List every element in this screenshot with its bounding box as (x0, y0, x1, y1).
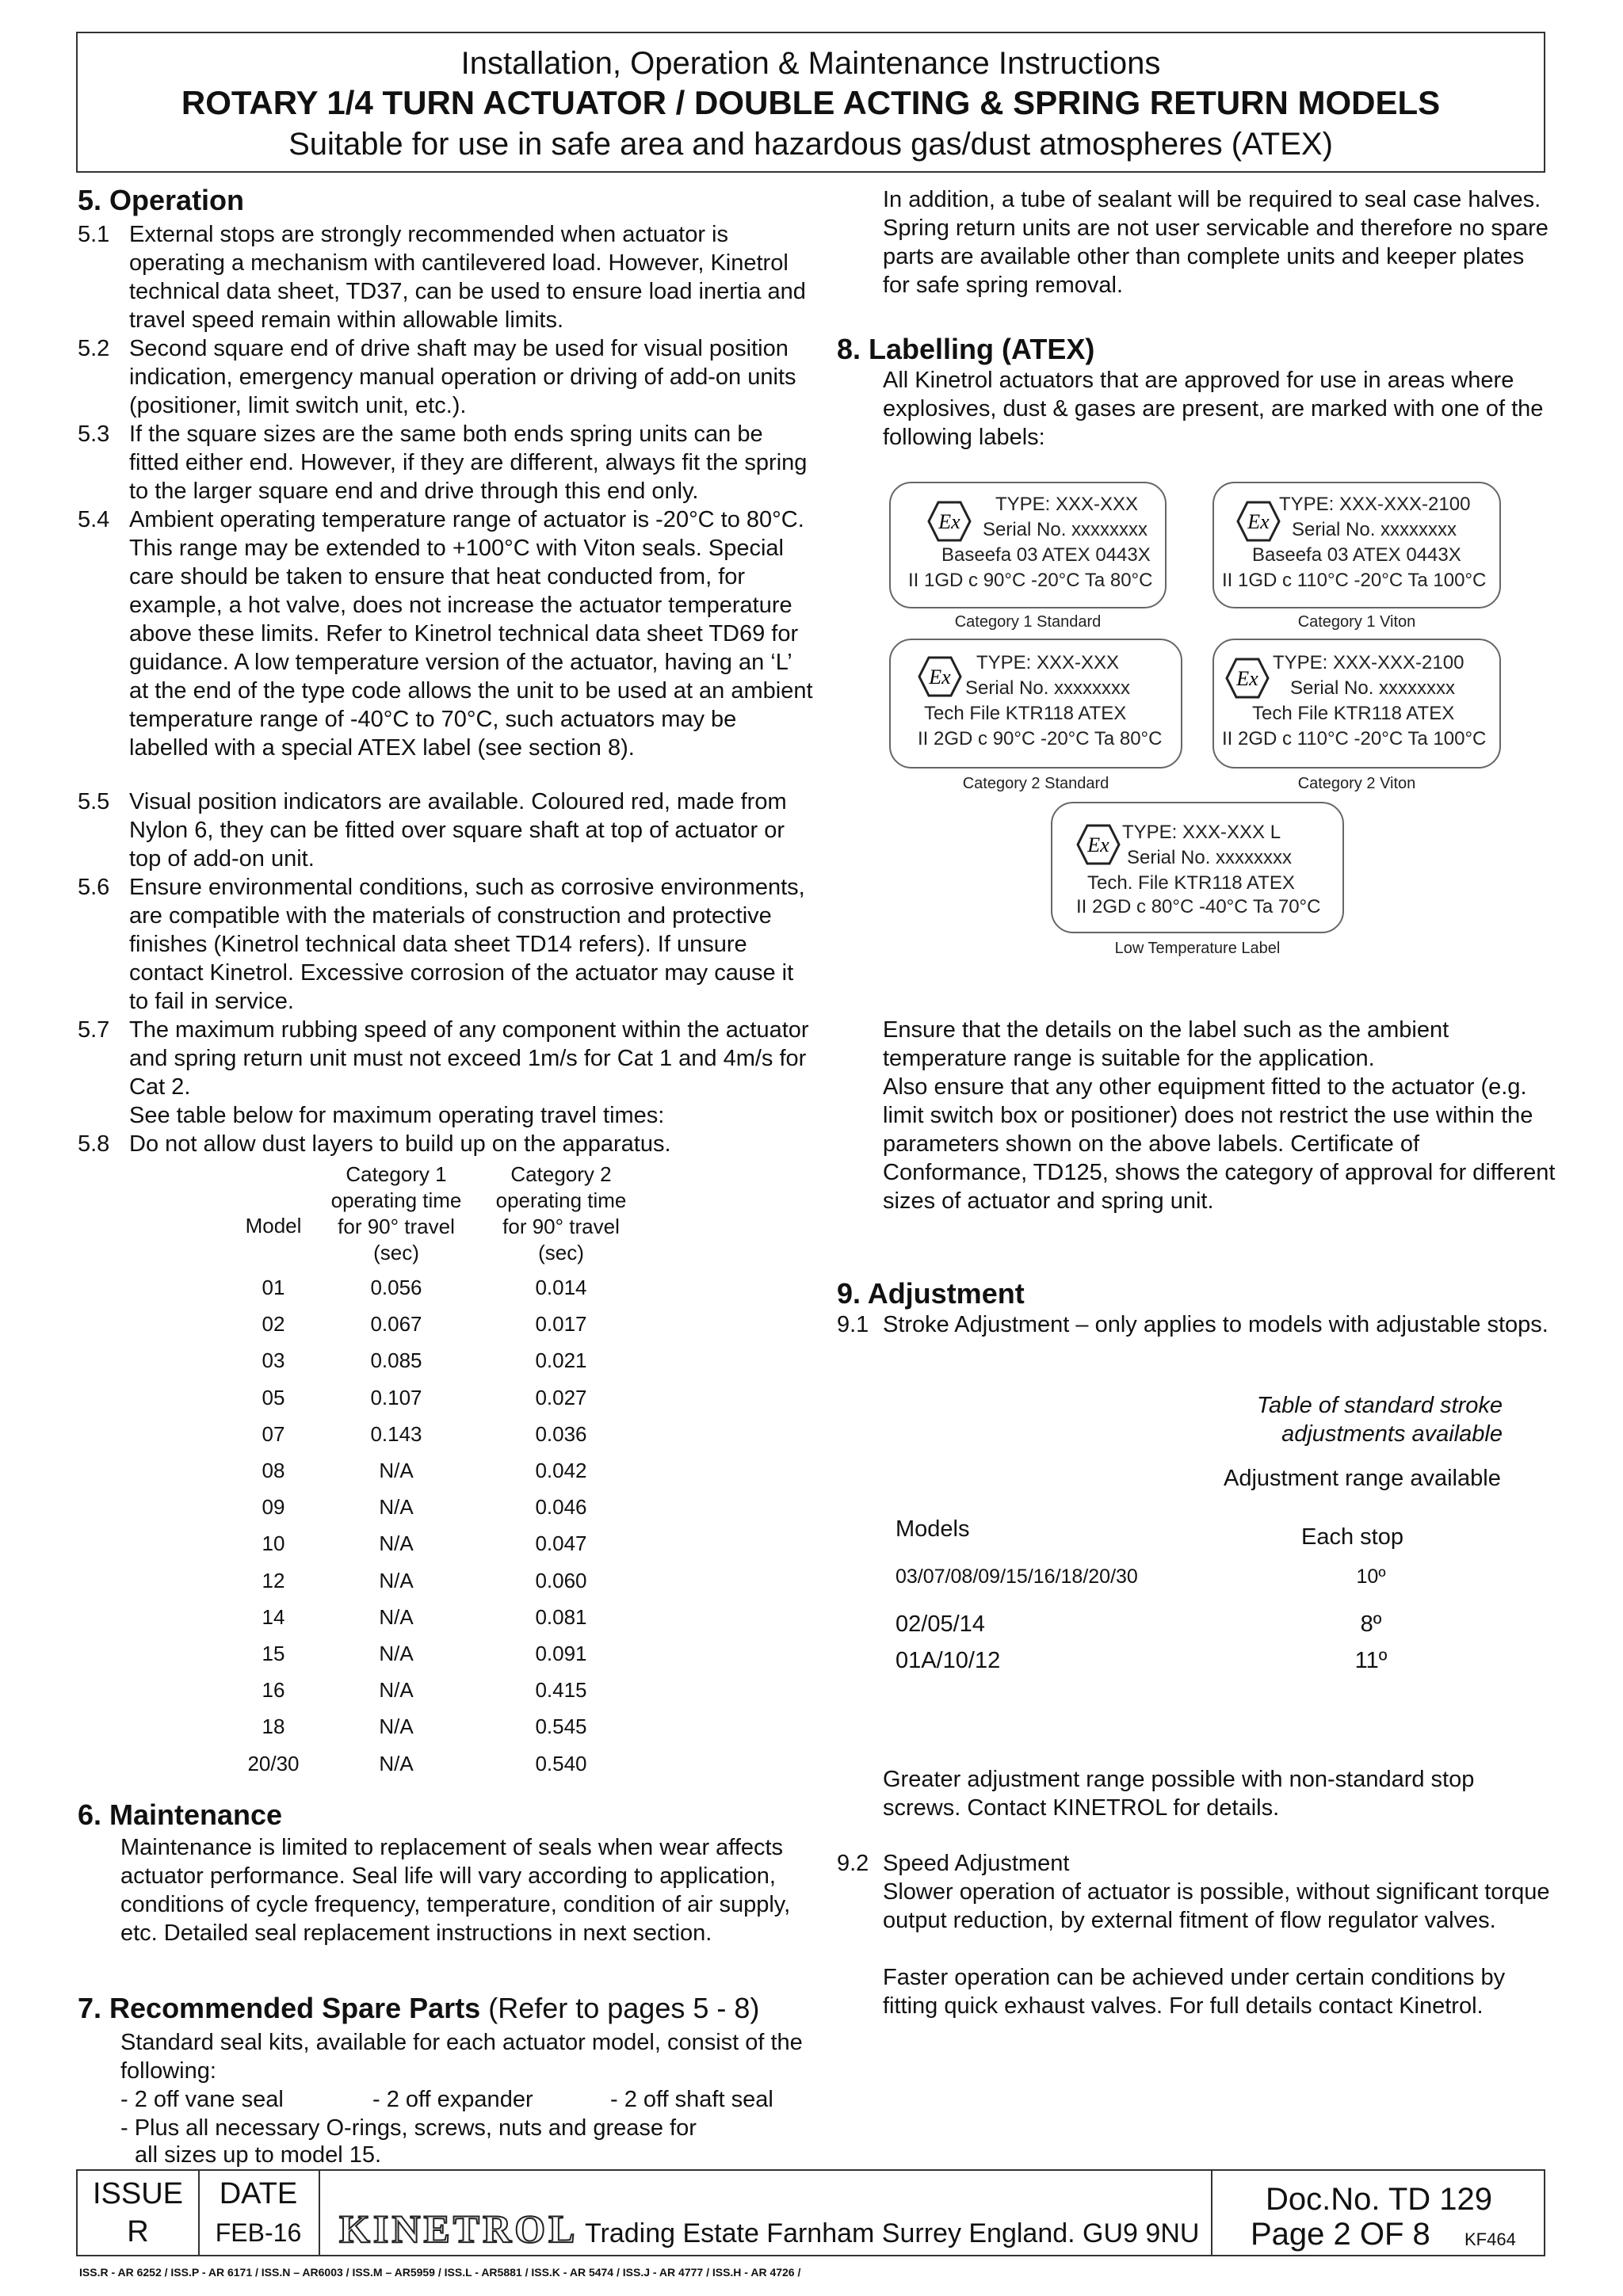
model-cell: 10 (262, 1531, 285, 1555)
stroke-models: 03/07/08/09/15/16/18/20/30 (896, 1566, 1138, 1588)
header-line: for 90° travel (338, 1215, 455, 1238)
header-line: (sec) (538, 1241, 584, 1264)
header-line: operating time (330, 1188, 462, 1212)
label-check-note: Ensure that the details on the label such as the ambient temperature range is suitable for the application. (883, 1017, 1449, 1071)
label-caption: Low Temperature Label (1114, 940, 1281, 957)
label-line: TYPE: XXX-XXX-2100 (1273, 652, 1465, 673)
spares-heading-suffix: (Refer to pages 5 - 8) (480, 1992, 760, 2024)
column-header-model: Model (245, 1214, 302, 1238)
item-number: 5.3 (78, 421, 110, 447)
title-line: adjustments available (1281, 1421, 1503, 1447)
operation-item (78, 1130, 815, 1158)
operation-item (78, 334, 815, 420)
svg-text:Ex: Ex (1236, 667, 1258, 690)
ex-hexagon-icon (1076, 822, 1121, 867)
category-1-time-cell: N/A (379, 1714, 414, 1738)
spares-plus: - Plus all necessary O-rings, screws, nuts and grease for (120, 2115, 697, 2141)
model-cell: 09 (262, 1495, 285, 1519)
item-text: Second square end of drive shaft may be used for visual position indication, emergency manual operation or driving of add-on units (positioner, limit switch unit, etc.). (129, 336, 796, 418)
document-header (76, 32, 1545, 173)
label-line: TYPE: XXX-XXX-2100 (1279, 494, 1471, 515)
spares-text: Standard seal kits, available for each actuator model, consist of the following: (120, 2030, 803, 2084)
operation-item (78, 788, 815, 873)
document-footer (76, 2169, 1545, 2256)
item-number: 9.1 (837, 1312, 869, 1337)
labelling-text: All Kinetrol actuators that are approved for use in areas where explosives, dust & gases are present, are marked with one of the following labels: (883, 368, 1544, 450)
operation-item (78, 1101, 815, 1130)
header-line: Category 2 (510, 1162, 612, 1186)
header-title: ROTARY 1/4 TURN ACTUATOR / DOUBLE ACTING & SPRING RETURN MODELS (181, 84, 1441, 121)
item-text: The maximum rubbing speed of any component within the actuator and spring return unit must not exceed 1m/s for Cat 1 and 4m/s for Cat 2. (129, 1017, 809, 1100)
header-line: (sec) (373, 1241, 419, 1264)
category-1-time-cell: N/A (379, 1678, 414, 1702)
category-2-time-cell: 0.047 (535, 1531, 587, 1555)
category-2-time-cell: 0.046 (535, 1495, 587, 1519)
header-line: for 90° travel (502, 1215, 620, 1238)
operation-item (78, 873, 815, 1016)
model-cell: 03 (262, 1348, 285, 1372)
sealant-note: In addition, a tube of sealant will be required to seal case halves. Spring return units are not user servicable and therefore no spare parts are available other than complete units and keeper plates for safe spring removal. (883, 187, 1549, 298)
label-line: II 2GD c 80°C -40°C Ta 70°C (1076, 896, 1321, 917)
stroke-value: 11º (1354, 1648, 1388, 1673)
category-2-time-cell: 0.091 (535, 1642, 587, 1665)
speed-adjustment-faster: Faster operation can be achieved under certain conditions by fitting quick exhaust valves. For full details contact Kinetrol. (883, 1965, 1506, 2019)
category-1-time-cell: N/A (379, 1459, 414, 1482)
maintenance-heading: 6. Maintenance (78, 1798, 283, 1831)
equipment-note: Also ensure that any other equipment fitted to the actuator (e.g. limit switch box or positioner) does not restrict the use within the parameters shown on the above labels. Certificate of Conformance, TD125, shows the category of approval for different sizes of actuator and spring unit. (883, 1074, 1556, 1214)
date-label: DATE (219, 2177, 298, 2210)
category-1-time-cell: N/A (379, 1752, 414, 1775)
page-number: Page 2 OF 8 (1251, 2217, 1430, 2252)
item-text: Ambient operating temperature range of actuator is -20°C to 80°C. This range may be extended to +100°C with Viton seals. Special care should be taken to ensure that heat conducted from, for example, a hot valve, does not increase the actuator temperature above these limits. Refer to Kinetrol technical data sheet TD69 for guidance. A low temperature version of the actuator, having an ‘L’ at the end of the type code allows the unit to be used at an ambient temperature range of -40°C to 70°C, such actuators may be labelled with a special ATEX label (see section 8). (129, 507, 813, 761)
label-line: Baseefa 03 ATEX 0443X (941, 544, 1151, 566)
label-line: II 1GD c 110°C -20°C Ta 100°C (1222, 570, 1487, 591)
operation-item (78, 220, 815, 334)
title-line: Table of standard stroke (1256, 1393, 1503, 1418)
ex-hexagon-icon (927, 499, 972, 543)
label-caption: Category 1 Standard (954, 613, 1102, 631)
label-line: Serial No. xxxxxxxx (1127, 847, 1293, 868)
spares-plus-2: all sizes up to model 15. (135, 2142, 382, 2168)
header-line-1: Installation, Operation & Maintenance Instructions (460, 46, 1161, 81)
item-number: 5.2 (78, 336, 110, 361)
spares-heading-line (78, 1992, 759, 2025)
item-number: 9.2 (837, 1851, 869, 1876)
operation-item (78, 505, 815, 762)
each-stop-column-header: Each stop (1301, 1524, 1403, 1550)
item-text: See table below for maximum operating travel times: (129, 1103, 665, 1128)
atex-label (1051, 802, 1344, 933)
svg-text:Ex: Ex (1087, 833, 1109, 856)
label-line: Serial No. xxxxxxxx (983, 519, 1148, 540)
item-text: Visual position indicators are available. Coloured red, made from Nylon 6, they can be fitted over square shaft at top of actuator or top of add-on unit. (129, 789, 787, 871)
document-number: Doc.No. TD 129 (1265, 2182, 1493, 2217)
date-value: FEB-16 (215, 2218, 302, 2247)
label-line: Tech File KTR118 ATEX (924, 703, 1127, 724)
category-1-time-cell: N/A (379, 1642, 414, 1665)
spares-item: - 2 off vane seal (120, 2087, 284, 2112)
category-2-time-cell: 0.415 (535, 1678, 587, 1702)
adjustment-heading: 9. Adjustment (837, 1277, 1025, 1310)
label-line: Serial No. xxxxxxxx (1292, 519, 1457, 540)
item-text: External stops are strongly recommended when actuator is operating a mechanism with cantilevered load. However, Kinetrol technical data sheet, TD37, can be used to ensure load inertia and travel speed remain within allowable limits. (129, 222, 806, 333)
model-cell: 20/30 (247, 1752, 300, 1775)
item-number: 5.1 (78, 222, 110, 247)
category-2-time-cell: 0.540 (535, 1752, 587, 1775)
issue-value: R (127, 2215, 149, 2248)
operation-heading: 5. Operation (78, 184, 245, 216)
category-2-time-cell: 0.021 (535, 1348, 587, 1372)
svg-text:Ex: Ex (1247, 510, 1270, 533)
header-line: Category 1 (346, 1162, 447, 1186)
label-line: II 1GD c 90°C -20°C Ta 80°C (908, 570, 1153, 591)
category-1-time-cell: N/A (379, 1605, 414, 1629)
label-caption: Category 2 Standard (962, 775, 1109, 792)
issue-label: ISSUE (92, 2177, 184, 2210)
header-line: operating time (495, 1188, 627, 1212)
atex-label (889, 639, 1182, 769)
category-2-time-cell: 0.027 (535, 1386, 587, 1409)
speed-adjustment-slower: Slower operation of actuator is possible, without significant torque output reduction, by external fitment of flow regulator valves. (883, 1879, 1550, 1933)
item-number: 5.4 (78, 507, 110, 532)
model-cell: 16 (262, 1678, 285, 1702)
category-2-time-cell: 0.042 (535, 1459, 587, 1482)
form-code: KF464 (1465, 2229, 1516, 2249)
speed-adjustment-title: Speed Adjustment (883, 1851, 1070, 1876)
maintenance-text: Maintenance is limited to replacement of seals when wear affects actuator performance. Seal life will vary according to application, conditions of cycle frequency, temperature, condition of air supply, etc. Detailed seal replacement instructions in next section. (120, 1835, 791, 1946)
category-2-time-cell: 0.017 (535, 1312, 587, 1336)
svg-text:Ex: Ex (929, 666, 951, 688)
stroke-models: 02/05/14 (896, 1611, 985, 1637)
ex-hexagon-icon (1225, 656, 1270, 700)
category-1-time-cell: 0.085 (370, 1348, 422, 1372)
ex-hexagon-icon (918, 654, 962, 699)
model-cell: 05 (262, 1386, 285, 1409)
stroke-value: 8º (1360, 1611, 1382, 1637)
model-cell: 01 (262, 1276, 285, 1299)
category-2-time-cell: 0.014 (535, 1276, 587, 1299)
item-number: 5.6 (78, 875, 110, 900)
item-number: 5.7 (78, 1017, 110, 1043)
operation-item (78, 420, 815, 505)
category-1-time-cell: 0.056 (370, 1276, 422, 1299)
category-2-time-cell: 0.036 (535, 1422, 587, 1446)
atex-label (889, 482, 1167, 608)
label-caption: Category 2 Viton (1297, 775, 1416, 792)
label-line: Baseefa 03 ATEX 0443X (1252, 544, 1461, 566)
item-text: If the square sizes are the same both ends spring units can be fitted either end. However, if they are different, always fit the spring to the larger square end and drive through this end only. (129, 421, 808, 504)
operation-item (78, 1016, 815, 1101)
spares-heading: 7. Recommended Spare Parts (78, 1992, 481, 2024)
model-cell: 12 (262, 1569, 285, 1592)
item-number: 5.8 (78, 1131, 110, 1157)
label-line: Tech File KTR118 ATEX (1252, 703, 1455, 724)
stroke-value: 10º (1356, 1566, 1386, 1588)
category-2-time-cell: 0.060 (535, 1569, 587, 1592)
label-line: Tech. File KTR118 ATEX (1087, 872, 1295, 894)
svg-text:Ex: Ex (938, 510, 960, 533)
label-line: TYPE: XXX-XXX L (1122, 822, 1281, 843)
header-subtitle: Suitable for use in safe area and hazardous gas/dust atmospheres (ATEX) (288, 127, 1333, 162)
kinetrol-logo: KINETROL (339, 2206, 579, 2251)
company-address: Trading Estate Farnham Surrey England. GU9 9NU (585, 2218, 1200, 2248)
model-cell: 15 (262, 1642, 285, 1665)
model-cell: 08 (262, 1459, 285, 1482)
column-header-category-1 (317, 1161, 475, 1266)
spares-item: - 2 off expander (372, 2087, 533, 2112)
ex-hexagon-icon (1236, 499, 1281, 543)
atex-label (1212, 639, 1501, 769)
stroke-adjustment-text: Stroke Adjustment – only applies to models with adjustable stops. (883, 1312, 1549, 1337)
label-line: TYPE: XXX-XXX (976, 652, 1120, 673)
label-line: Serial No. xxxxxxxx (965, 677, 1131, 699)
category-1-time-cell: 0.067 (370, 1312, 422, 1336)
labelling-heading: 8. Labelling (ATEX) (837, 333, 1095, 365)
label-line: Serial No. xxxxxxxx (1290, 677, 1456, 699)
models-column-header: Models (896, 1516, 970, 1542)
stroke-table-title (1189, 1391, 1503, 1448)
model-cell: 02 (262, 1312, 285, 1336)
model-cell: 07 (262, 1422, 285, 1446)
category-1-time-cell: N/A (379, 1495, 414, 1519)
greater-adjustment-note: Greater adjustment range possible with non-standard stop screws. Contact KINETROL for details. (883, 1767, 1475, 1821)
category-2-time-cell: 0.545 (535, 1714, 587, 1738)
item-number: 5.5 (78, 789, 110, 814)
model-cell: 14 (262, 1605, 285, 1629)
category-1-time-cell: N/A (379, 1531, 414, 1555)
label-line: II 2GD c 110°C -20°C Ta 100°C (1222, 728, 1487, 749)
spares-item: - 2 off shaft seal (610, 2087, 773, 2112)
issue-history: ISS.R - AR 6252 / ISS.P - AR 6171 / ISS.N – AR6003 / ISS.M – AR5959 / ISS.L - AR5881 / ISS.K - AR 5474 / ISS.J - AR 4777 / ISS.H - AR 4726 / (79, 2266, 801, 2279)
label-caption: Category 1 Viton (1297, 613, 1416, 631)
label-line: TYPE: XXX-XXX (995, 494, 1139, 515)
atex-label (1212, 482, 1501, 608)
label-line: II 2GD c 90°C -20°C Ta 80°C (918, 728, 1163, 749)
item-text: Ensure environmental conditions, such as corrosive environments, are compatible with the materials of construction and protective finishes (Kinetrol technical data sheet TD14 refers). If unsure contact Kinetrol. Excessive corrosion of the actuator may cause it to fail in service. (129, 875, 805, 1014)
adjustment-range-label: Adjustment range available (1224, 1466, 1501, 1491)
model-cell: 18 (262, 1714, 285, 1738)
item-text: Do not allow dust layers to build up on the apparatus. (129, 1131, 671, 1157)
category-1-time-cell: 0.107 (370, 1386, 422, 1409)
stroke-models: 01A/10/12 (896, 1648, 1001, 1673)
category-1-time-cell: N/A (379, 1569, 414, 1592)
category-2-time-cell: 0.081 (535, 1605, 587, 1629)
column-header-category-2 (482, 1161, 640, 1266)
category-1-time-cell: 0.143 (370, 1422, 422, 1446)
